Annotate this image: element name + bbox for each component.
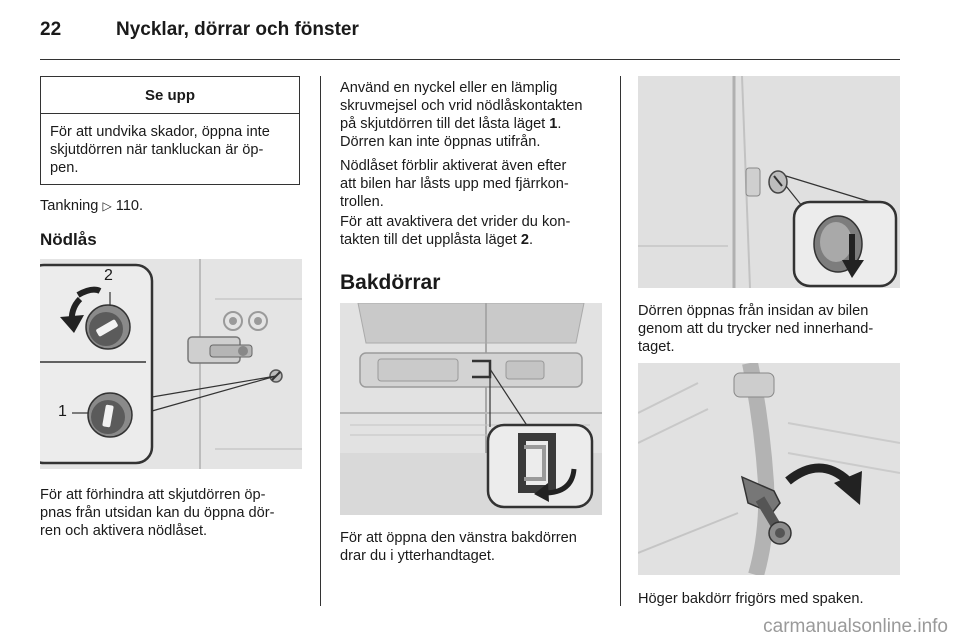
callout-label-2: 2: [104, 267, 113, 284]
section-heading-emergency-lock: Nödlås: [40, 230, 97, 249]
emergency-lock-intro-text: För att förhindra att skjutdörren öp- pnas från utsidan kan du öppna dör- ren och aktivera nödlåset.: [40, 487, 275, 539]
page-number: 22: [40, 19, 62, 40]
lever-text: Höger bakdörr frigörs med spaken.: [638, 591, 864, 607]
emergency-lock-instructions: Använd en nyckel eller en lämplig skruvmejsel och vrid nödlåskontakten på skjutdörren till det låsta läget 1. Dörren kan inte öppnas utifrån.: [340, 80, 583, 150]
column-divider-1: [320, 76, 321, 606]
caution-text: För att undvika skador, öppna inte skjutdörren när tankluckan är öp- pen.: [50, 124, 270, 176]
section-heading-rear-doors: Bakdörrar: [340, 271, 441, 294]
rear-door-lever-illustration: [638, 363, 900, 575]
watermark: carmanualsonline.info: [763, 616, 948, 637]
caution-title: Se upp: [41, 77, 299, 114]
page-reference-arrow-icon: ▷: [102, 199, 112, 213]
refueling-reference: Tankning ▷ 110.: [40, 198, 144, 214]
header-rule: [40, 59, 900, 60]
rear-door-open-text: För att öppna den vänstra bakdörren drar du i ytterhandtaget.: [340, 530, 577, 564]
inner-handle-text: Dörren öppnas från insidan av bilen genom att du trycker ned innerhand- taget.: [638, 303, 874, 355]
column-divider-2: [620, 76, 621, 606]
page-reference-link[interactable]: 110.: [115, 198, 144, 214]
rear-door-inner-handle-illustration: [638, 76, 900, 288]
page-title: Nycklar, dörrar och fönster: [116, 19, 359, 40]
caution-box: [40, 76, 300, 185]
emergency-lock-deactivate-text: För att avaktivera det vrider du kon- takten till det upplåsta läget 2.: [340, 214, 571, 248]
rear-door-outer-handle-illustration: [340, 303, 602, 515]
emergency-lock-illustration: [40, 259, 302, 469]
emergency-lock-remote-text: Nödlåset förblir aktiverat även efter att bilen har låsts upp med fjärrkon- trollen.: [340, 158, 569, 210]
callout-label-1: 1: [58, 403, 67, 420]
